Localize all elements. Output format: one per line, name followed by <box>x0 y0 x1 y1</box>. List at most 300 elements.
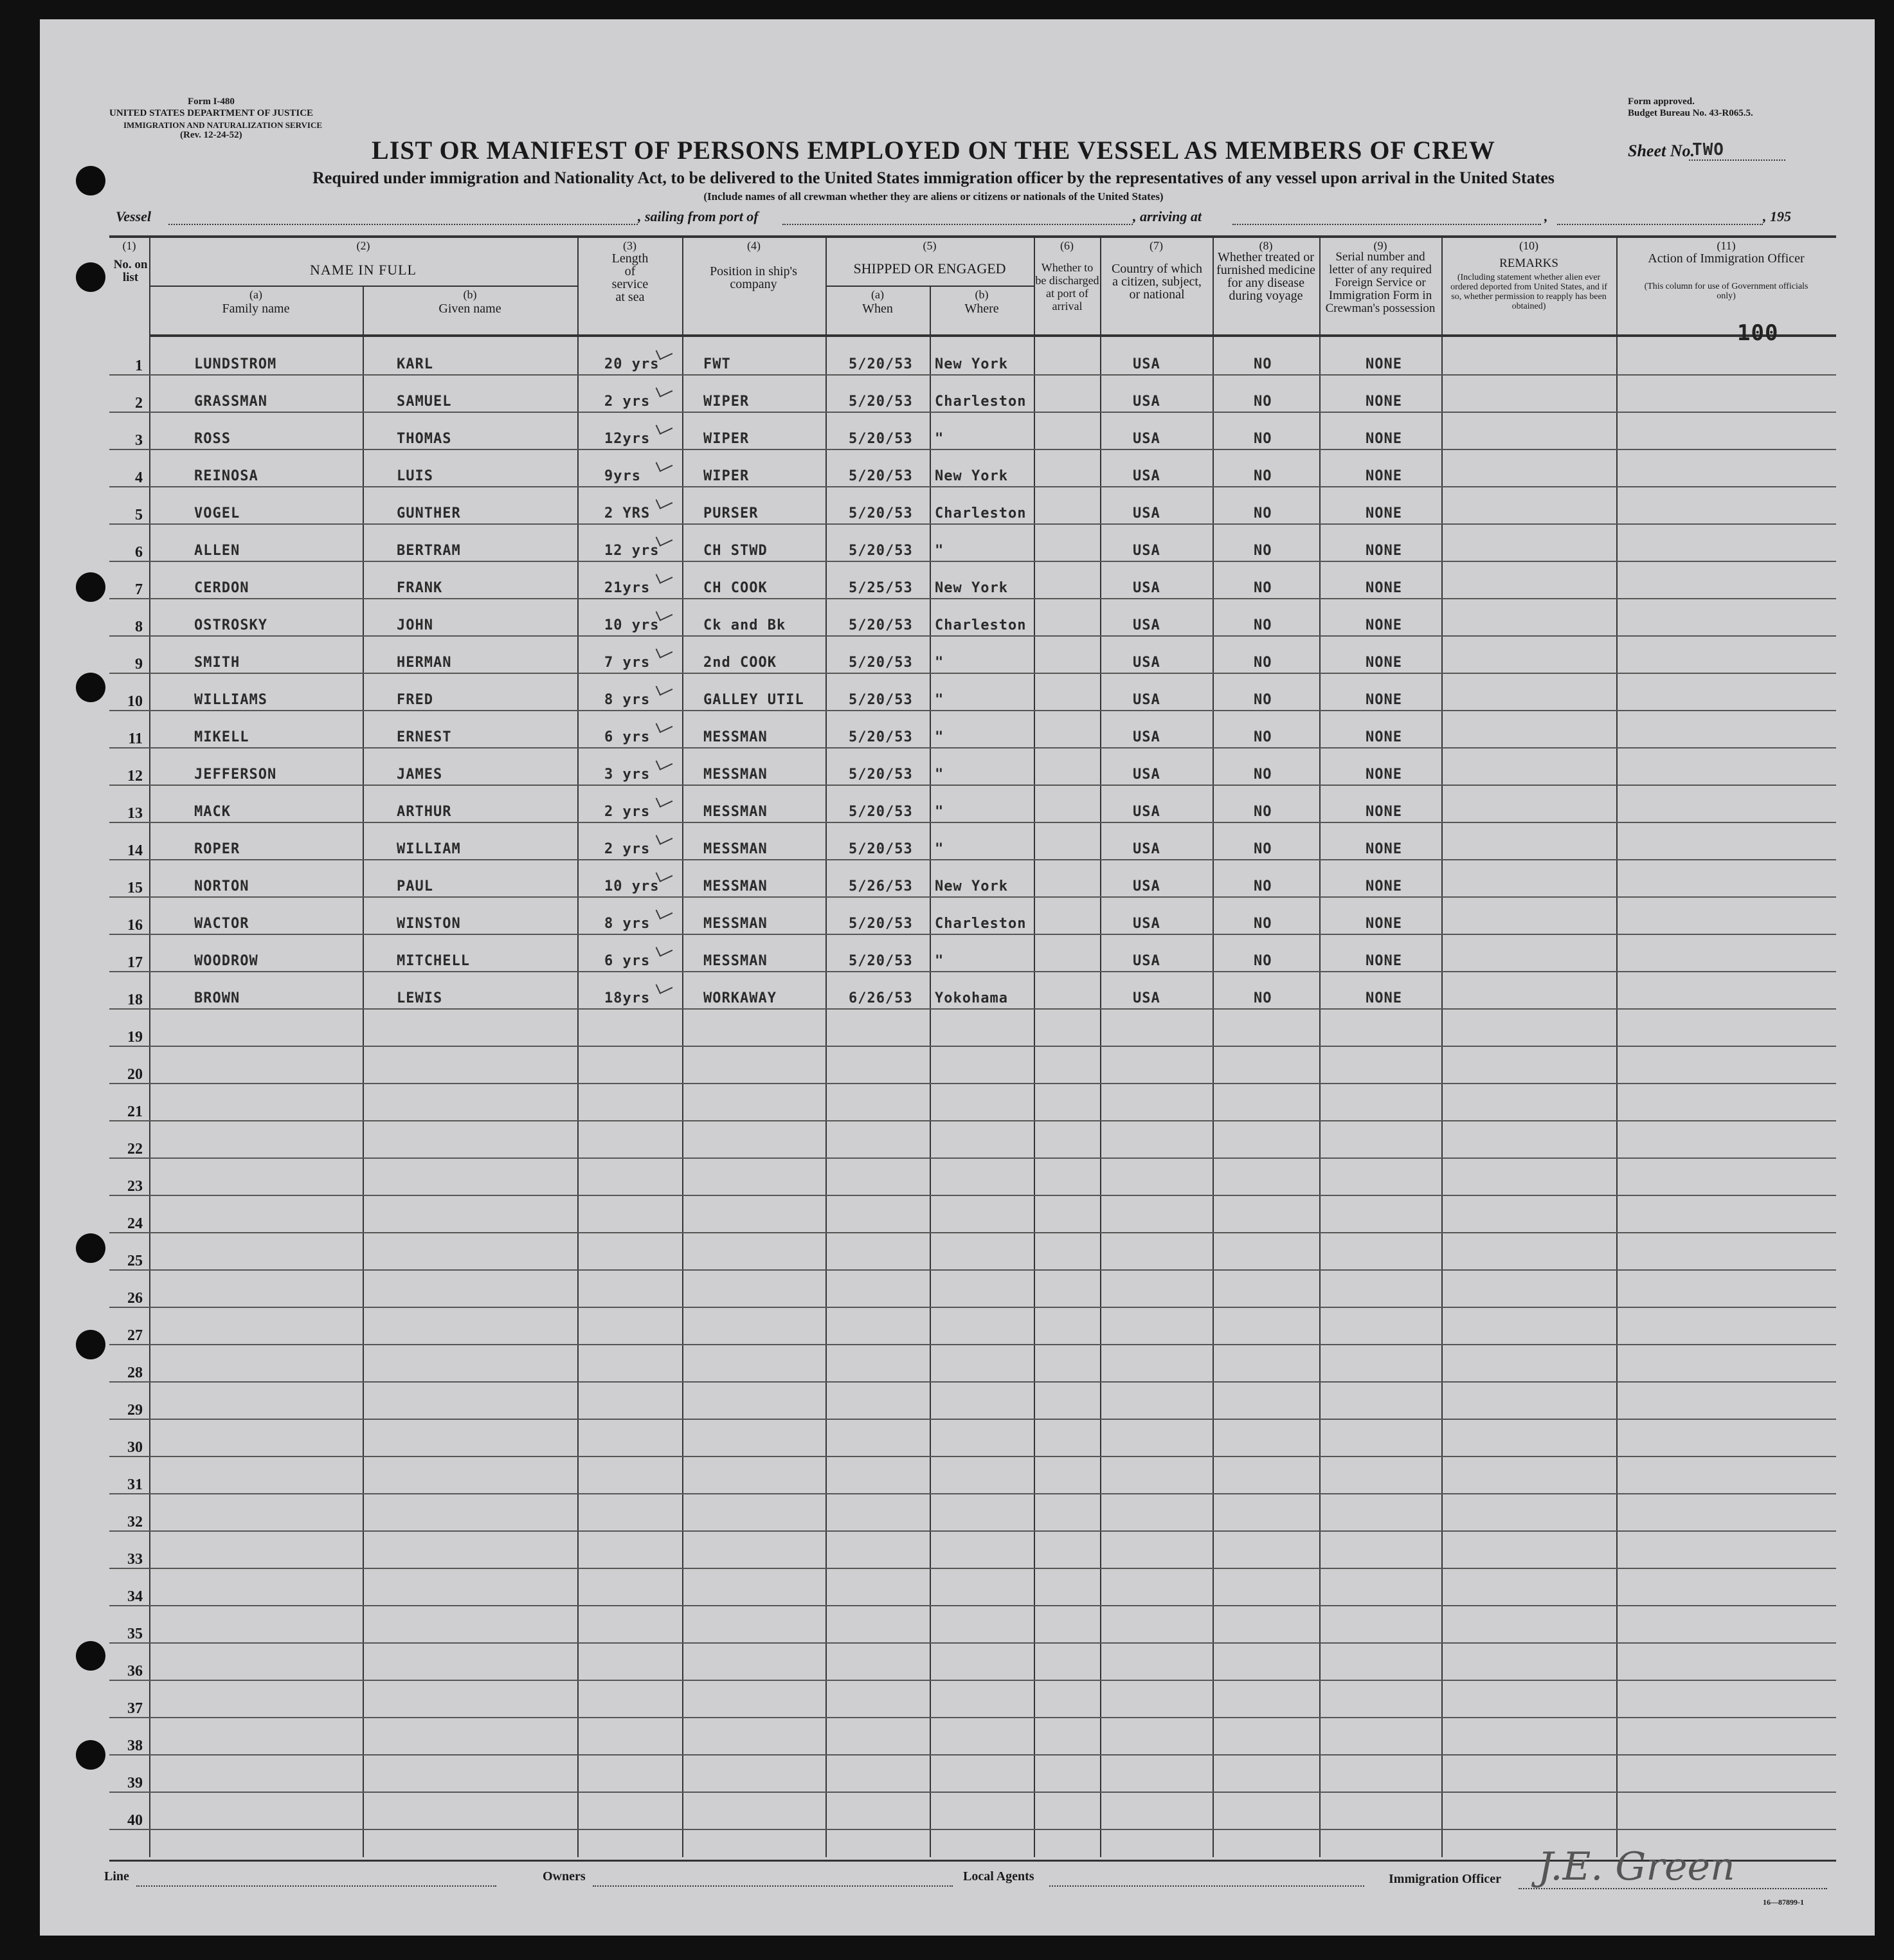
cell-serial: NONE <box>1366 356 1402 372</box>
cell-serial: NONE <box>1366 767 1402 783</box>
row-divider <box>109 896 1836 898</box>
row-divider <box>109 1754 1836 1756</box>
col11-subheader: (This column for use of Government officials only) <box>1644 282 1808 301</box>
cell-serial: NONE <box>1366 394 1402 410</box>
check-mark <box>656 941 673 957</box>
row-number: 17 <box>127 954 143 971</box>
cell-country: USA <box>1133 431 1160 447</box>
subtitle: Required under immigration and Nationality Act, to be delivered to the United States immigration officer by the representatives of any vessel upon arrival in the United States <box>312 168 1555 187</box>
cell-serial: NONE <box>1366 729 1402 745</box>
cell-where: New York <box>935 580 1008 596</box>
cell-position: MESSMAN <box>703 767 768 783</box>
row-divider <box>109 1493 1836 1494</box>
cell-serial: NONE <box>1366 878 1402 894</box>
cell-country: USA <box>1133 505 1160 522</box>
row-number: 28 <box>127 1365 143 1381</box>
cell-family: BROWN <box>194 990 240 1006</box>
row-divider <box>109 673 1836 674</box>
local-agents-label: Local Agents <box>963 1869 1034 1883</box>
vessel-field <box>168 224 638 225</box>
punch-hole <box>76 572 105 602</box>
line-label: Line <box>104 1869 129 1883</box>
col5-header: SHIPPED OR ENGAGED <box>853 260 1006 277</box>
form-number: Form I-480 <box>188 96 235 107</box>
check-mark <box>656 643 673 658</box>
cell-family: ROPER <box>194 841 240 857</box>
cell-when: 5/20/53 <box>849 692 913 708</box>
col1-number: (1) <box>122 239 136 252</box>
cell-family: ALLEN <box>194 543 240 559</box>
col5a-header: When <box>862 302 893 316</box>
col2a-header: Family name <box>222 302 290 316</box>
cell-where: " <box>935 767 944 783</box>
col2-header: NAME IN FULL <box>310 262 417 278</box>
cell-when: 5/20/53 <box>849 468 913 484</box>
cell-given: WINSTON <box>397 916 461 932</box>
row-number: 8 <box>135 619 143 635</box>
cell-family: WILLIAMS <box>194 692 267 708</box>
row-number: 7 <box>135 581 143 598</box>
cell-country: USA <box>1133 580 1160 596</box>
check-mark <box>656 904 673 920</box>
table-top-border <box>109 235 1836 238</box>
row-divider <box>109 635 1836 637</box>
row-divider <box>109 1568 1836 1569</box>
cell-service: 12yrs <box>604 431 651 447</box>
owners-field <box>593 1885 953 1887</box>
arriving-field <box>1232 224 1541 225</box>
cell-service: 18yrs <box>604 990 651 1006</box>
col5-number: (5) <box>923 239 937 252</box>
cell-where: " <box>935 804 944 820</box>
col2b-number: (b) <box>463 288 477 301</box>
row-number: 40 <box>127 1812 143 1829</box>
cell-when: 5/20/53 <box>849 804 913 820</box>
cell-treated: NO <box>1254 468 1272 484</box>
col9-header: Serial number and letter of any required Foreign Service or Immigration Form in Crewman's possession <box>1325 250 1436 315</box>
check-mark <box>656 382 673 397</box>
col8-number: (8) <box>1259 239 1273 252</box>
cell-where: " <box>935 953 944 969</box>
cell-given: PAUL <box>397 878 433 894</box>
arriving-label: , arriving at <box>1133 208 1202 224</box>
cell-service: 2 yrs <box>604 841 651 857</box>
cell-given: FRANK <box>397 580 443 596</box>
cell-family: REINOSA <box>194 468 258 484</box>
cell-position: 2nd COOK <box>703 655 777 671</box>
check-mark <box>656 830 673 845</box>
row-number: 35 <box>127 1626 143 1642</box>
cell-position: FWT <box>703 356 731 372</box>
col3-number: (3) <box>623 239 636 252</box>
page-title: LIST OR MANIFEST OF PERSONS EMPLOYED ON THE VESSEL AS MEMBERS OF CREW <box>372 136 1495 165</box>
row-divider <box>109 971 1836 972</box>
cell-where: New York <box>935 878 1008 894</box>
cell-when: 5/25/53 <box>849 580 913 596</box>
col2a-number: (a) <box>249 288 262 301</box>
cell-treated: NO <box>1254 767 1272 783</box>
cell-serial: NONE <box>1366 692 1402 708</box>
owners-label: Owners <box>543 1869 586 1883</box>
row-number: 10 <box>127 693 143 710</box>
cell-treated: NO <box>1254 431 1272 447</box>
cell-position: MESSMAN <box>703 804 768 820</box>
row-divider <box>109 1157 1836 1159</box>
cell-serial: NONE <box>1366 468 1402 484</box>
cell-position: MESSMAN <box>703 841 768 857</box>
row-number: 13 <box>127 805 143 822</box>
cell-position: MESSMAN <box>703 878 768 894</box>
cell-service: 7 yrs <box>604 655 651 671</box>
row-divider <box>109 1269 1836 1271</box>
row-number: 6 <box>135 544 143 561</box>
row-number: 30 <box>127 1439 143 1456</box>
cell-service: 2 yrs <box>604 804 651 820</box>
cell-given: SAMUEL <box>397 394 452 410</box>
row-divider <box>109 523 1836 525</box>
row-divider <box>109 1829 1836 1830</box>
row-divider <box>109 1195 1836 1196</box>
check-mark <box>656 792 673 808</box>
row-number: 23 <box>127 1178 143 1195</box>
year-label: , 195 <box>1763 208 1791 224</box>
cell-service: 2 YRS <box>604 505 651 522</box>
col10-number: (10) <box>1519 239 1538 252</box>
row-divider <box>109 486 1836 487</box>
cell-treated: NO <box>1254 655 1272 671</box>
cell-where: New York <box>935 356 1008 372</box>
cell-treated: NO <box>1254 841 1272 857</box>
cell-where: Charleston <box>935 505 1027 522</box>
row-number: 20 <box>127 1066 143 1083</box>
row-number: 16 <box>127 917 143 934</box>
cell-family: ROSS <box>194 431 231 447</box>
cell-when: 5/20/53 <box>849 655 913 671</box>
cell-country: USA <box>1133 356 1160 372</box>
cell-service: 8 yrs <box>604 916 651 932</box>
cell-position: MESSMAN <box>703 916 768 932</box>
row-divider <box>109 449 1836 450</box>
cell-given: WILLIAM <box>397 841 461 857</box>
cell-service: 10 yrs <box>604 617 660 633</box>
cell-where: " <box>935 729 944 745</box>
row-number: 21 <box>127 1103 143 1120</box>
punch-hole <box>76 1740 105 1770</box>
cell-given: MITCHELL <box>397 953 470 969</box>
row-divider <box>109 561 1836 562</box>
row-number: 39 <box>127 1775 143 1792</box>
row-divider <box>109 598 1836 599</box>
cell-position: WIPER <box>703 468 750 484</box>
cell-position: Ck and Bk <box>703 617 786 633</box>
col2-number: (2) <box>356 239 370 252</box>
col6-number: (6) <box>1060 239 1074 252</box>
cell-country: USA <box>1133 767 1160 783</box>
cell-position: GALLEY UTIL <box>703 692 804 708</box>
instruction-note: (Include names of all crewman whether they are aliens or citizens or nationals of the United States) <box>703 190 1164 203</box>
cell-when: 5/20/53 <box>849 729 913 745</box>
row-number: 26 <box>127 1290 143 1307</box>
cell-family: SMITH <box>194 655 240 671</box>
cell-family: VOGEL <box>194 505 240 522</box>
cell-country: USA <box>1133 543 1160 559</box>
cell-service: 8 yrs <box>604 692 651 708</box>
row-number: 5 <box>135 507 143 523</box>
col5a-number: (a) <box>871 288 884 301</box>
row-divider <box>109 747 1836 749</box>
check-mark <box>656 755 673 770</box>
budget-bureau: Budget Bureau No. 43-R065.5. <box>1628 108 1753 118</box>
cell-country: USA <box>1133 394 1160 410</box>
cell-treated: NO <box>1254 394 1272 410</box>
cell-serial: NONE <box>1366 543 1402 559</box>
col9-number: (9) <box>1373 239 1387 252</box>
col4-header: Position in ship's company <box>710 264 797 291</box>
manifest-page <box>40 19 1875 1936</box>
punch-hole <box>76 673 105 702</box>
cell-given: FRED <box>397 692 433 708</box>
punch-hole <box>76 1641 105 1671</box>
col1-header: No. on list <box>113 258 148 284</box>
cell-family: WOODROW <box>194 953 258 969</box>
immigration-officer-label: Immigration Officer <box>1389 1872 1501 1886</box>
col6-header: Whether to be discharged at port of arrival <box>1035 261 1099 313</box>
row-divider <box>109 1605 1836 1606</box>
cell-when: 5/20/53 <box>849 505 913 522</box>
cell-when: 5/26/53 <box>849 878 913 894</box>
cell-service: 6 yrs <box>604 729 651 745</box>
cell-position: WIPER <box>703 431 750 447</box>
cell-country: USA <box>1133 878 1160 894</box>
row-number: 18 <box>127 992 143 1008</box>
cell-treated: NO <box>1254 804 1272 820</box>
cell-service: 12 yrs <box>604 543 660 559</box>
row-divider <box>109 1120 1836 1121</box>
cell-position: PURSER <box>703 505 759 522</box>
check-mark <box>656 979 673 994</box>
col4-number: (4) <box>747 239 761 252</box>
row-number: 22 <box>127 1141 143 1157</box>
check-mark <box>656 457 673 472</box>
cell-family: GRASSMAN <box>194 394 267 410</box>
cell-position: CH COOK <box>703 580 768 596</box>
cell-treated: NO <box>1254 580 1272 596</box>
row-divider <box>109 1083 1836 1084</box>
service-name: IMMIGRATION AND NATURALIZATION SERVICE <box>123 120 323 130</box>
cell-when: 5/20/53 <box>849 543 913 559</box>
row-number: 29 <box>127 1402 143 1419</box>
sailing-label: , sailing from port of <box>638 208 759 224</box>
form-approved: Form approved. <box>1628 96 1695 107</box>
cell-given: LUIS <box>397 468 433 484</box>
cell-treated: NO <box>1254 617 1272 633</box>
row-divider <box>109 1642 1836 1644</box>
cell-where: Charleston <box>935 394 1027 410</box>
cell-family: OSTROSKY <box>194 617 267 633</box>
col10-subheader: (Including statement whether alien ever ordered deported from United States, and if so, whether permission to reapply has been obtained) <box>1450 273 1607 311</box>
cell-position: CH STWD <box>703 543 768 559</box>
cell-given: LEWIS <box>397 990 443 1006</box>
col11-header: Action of Immigration Officer <box>1648 251 1805 266</box>
cell-where: " <box>935 655 944 671</box>
col11-number: (11) <box>1717 239 1736 252</box>
row-divider <box>109 374 1836 376</box>
cell-where: " <box>935 431 944 447</box>
cell-treated: NO <box>1254 953 1272 969</box>
cell-family: CERDON <box>194 580 249 596</box>
cell-where: " <box>935 543 944 559</box>
col5b-header: Where <box>964 302 999 316</box>
row-divider <box>109 1792 1836 1793</box>
cell-given: ERNEST <box>397 729 452 745</box>
row-divider <box>109 1456 1836 1457</box>
cell-service: 3 yrs <box>604 767 651 783</box>
row-number: 24 <box>127 1215 143 1232</box>
col10-header: REMARKS <box>1499 257 1558 270</box>
cell-position: MESSMAN <box>703 953 768 969</box>
cell-service: 2 yrs <box>604 394 651 410</box>
cell-country: USA <box>1133 655 1160 671</box>
check-mark <box>656 494 673 509</box>
cell-given: HERMAN <box>397 655 452 671</box>
officer-signature: J.E. Green <box>1538 1844 1735 1889</box>
cell-when: 6/26/53 <box>849 990 913 1006</box>
cell-when: 5/20/53 <box>849 916 913 932</box>
cell-when: 5/20/53 <box>849 617 913 633</box>
check-mark <box>656 419 673 435</box>
punch-hole <box>76 262 105 292</box>
cell-where: New York <box>935 468 1008 484</box>
cell-country: USA <box>1133 468 1160 484</box>
cell-family: MIKELL <box>194 729 249 745</box>
cell-where: " <box>935 841 944 857</box>
cell-country: USA <box>1133 916 1160 932</box>
cell-serial: NONE <box>1366 990 1402 1006</box>
row-number: 25 <box>127 1253 143 1269</box>
cell-country: USA <box>1133 804 1160 820</box>
row-divider <box>109 1717 1836 1718</box>
row-number: 38 <box>127 1738 143 1754</box>
cell-serial: NONE <box>1366 580 1402 596</box>
vessel-label: Vessel <box>116 208 151 224</box>
row-number: 37 <box>127 1700 143 1717</box>
row-divider <box>109 412 1836 413</box>
cell-country: USA <box>1133 617 1160 633</box>
row-divider <box>109 1232 1836 1233</box>
check-mark <box>656 718 673 733</box>
sheet-value: TWO <box>1692 140 1724 159</box>
cell-family: MACK <box>194 804 231 820</box>
cell-treated: NO <box>1254 543 1272 559</box>
cell-treated: NO <box>1254 356 1272 372</box>
row-divider <box>109 1419 1836 1420</box>
row-divider <box>109 1680 1836 1681</box>
cell-country: USA <box>1133 990 1160 1006</box>
cell-country: USA <box>1133 729 1160 745</box>
cell-treated: NO <box>1254 990 1272 1006</box>
cell-treated: NO <box>1254 878 1272 894</box>
row-number: 2 <box>135 395 143 412</box>
row-divider <box>109 1381 1836 1383</box>
year-label-comma: , <box>1544 208 1548 224</box>
col7-number: (7) <box>1150 239 1163 252</box>
cell-serial: NONE <box>1366 431 1402 447</box>
row-number: 1 <box>135 358 143 374</box>
cell-serial: NONE <box>1366 916 1402 932</box>
col5b-number: (b) <box>975 288 989 301</box>
col3-header: Length of service at sea <box>611 251 649 304</box>
row-number: 33 <box>127 1551 143 1568</box>
col7-header: Country of which a citizen, subject, or national <box>1111 262 1203 302</box>
punch-hole <box>76 1330 105 1359</box>
row-divider <box>109 859 1836 860</box>
cell-given: THOMAS <box>397 431 452 447</box>
cell-when: 5/20/53 <box>849 431 913 447</box>
cell-given: JAMES <box>397 767 443 783</box>
line-field <box>136 1885 496 1887</box>
row-number: 19 <box>127 1029 143 1046</box>
form-revision: (Rev. 12-24-52) <box>180 130 242 140</box>
cell-service: 10 yrs <box>604 878 660 894</box>
cell-treated: NO <box>1254 505 1272 522</box>
row-number: 36 <box>127 1663 143 1680</box>
sailing-field <box>782 224 1133 225</box>
row-number: 15 <box>127 880 143 896</box>
row-number: 11 <box>128 730 143 747</box>
row-number: 3 <box>135 432 143 449</box>
row-divider <box>109 934 1836 935</box>
row-number: 27 <box>127 1327 143 1344</box>
cell-service: 20 yrs <box>604 356 660 372</box>
department-name: UNITED STATES DEPARTMENT OF JUSTICE <box>109 108 314 118</box>
cell-serial: NONE <box>1366 617 1402 633</box>
cell-family: JEFFERSON <box>194 767 277 783</box>
row-divider <box>109 1344 1836 1345</box>
stamp-number: 100 <box>1737 320 1779 346</box>
row-divider <box>109 1307 1836 1308</box>
print-code: 16—87899-1 <box>1763 1898 1804 1907</box>
row-divider <box>109 1530 1836 1532</box>
row-number: 32 <box>127 1514 143 1530</box>
cell-family: WACTOR <box>194 916 249 932</box>
cell-family: NORTON <box>194 878 249 894</box>
cell-family: LUNDSTROM <box>194 356 277 372</box>
cell-given: BERTRAM <box>397 543 461 559</box>
row-divider <box>109 1008 1836 1010</box>
cell-country: USA <box>1133 692 1160 708</box>
cell-given: GUNTHER <box>397 505 461 522</box>
cell-service: 6 yrs <box>604 953 651 969</box>
col2b-header: Given name <box>438 302 501 316</box>
cell-position: WORKAWAY <box>703 990 777 1006</box>
row-number: 9 <box>135 656 143 673</box>
row-number: 34 <box>127 1588 143 1605</box>
row-divider <box>109 710 1836 711</box>
cell-country: USA <box>1133 841 1160 857</box>
row-number: 31 <box>127 1476 143 1493</box>
check-mark <box>656 568 673 584</box>
row-number: 4 <box>135 469 143 486</box>
sheet-label: Sheet No. <box>1628 141 1695 160</box>
cell-serial: NONE <box>1366 953 1402 969</box>
punch-hole <box>76 1233 105 1263</box>
row-divider <box>109 822 1836 823</box>
cell-when: 5/20/53 <box>849 356 913 372</box>
cell-given: KARL <box>397 356 433 372</box>
cell-service: 9yrs <box>604 468 641 484</box>
cell-when: 5/20/53 <box>849 394 913 410</box>
cell-where: Yokohama <box>935 990 1008 1006</box>
